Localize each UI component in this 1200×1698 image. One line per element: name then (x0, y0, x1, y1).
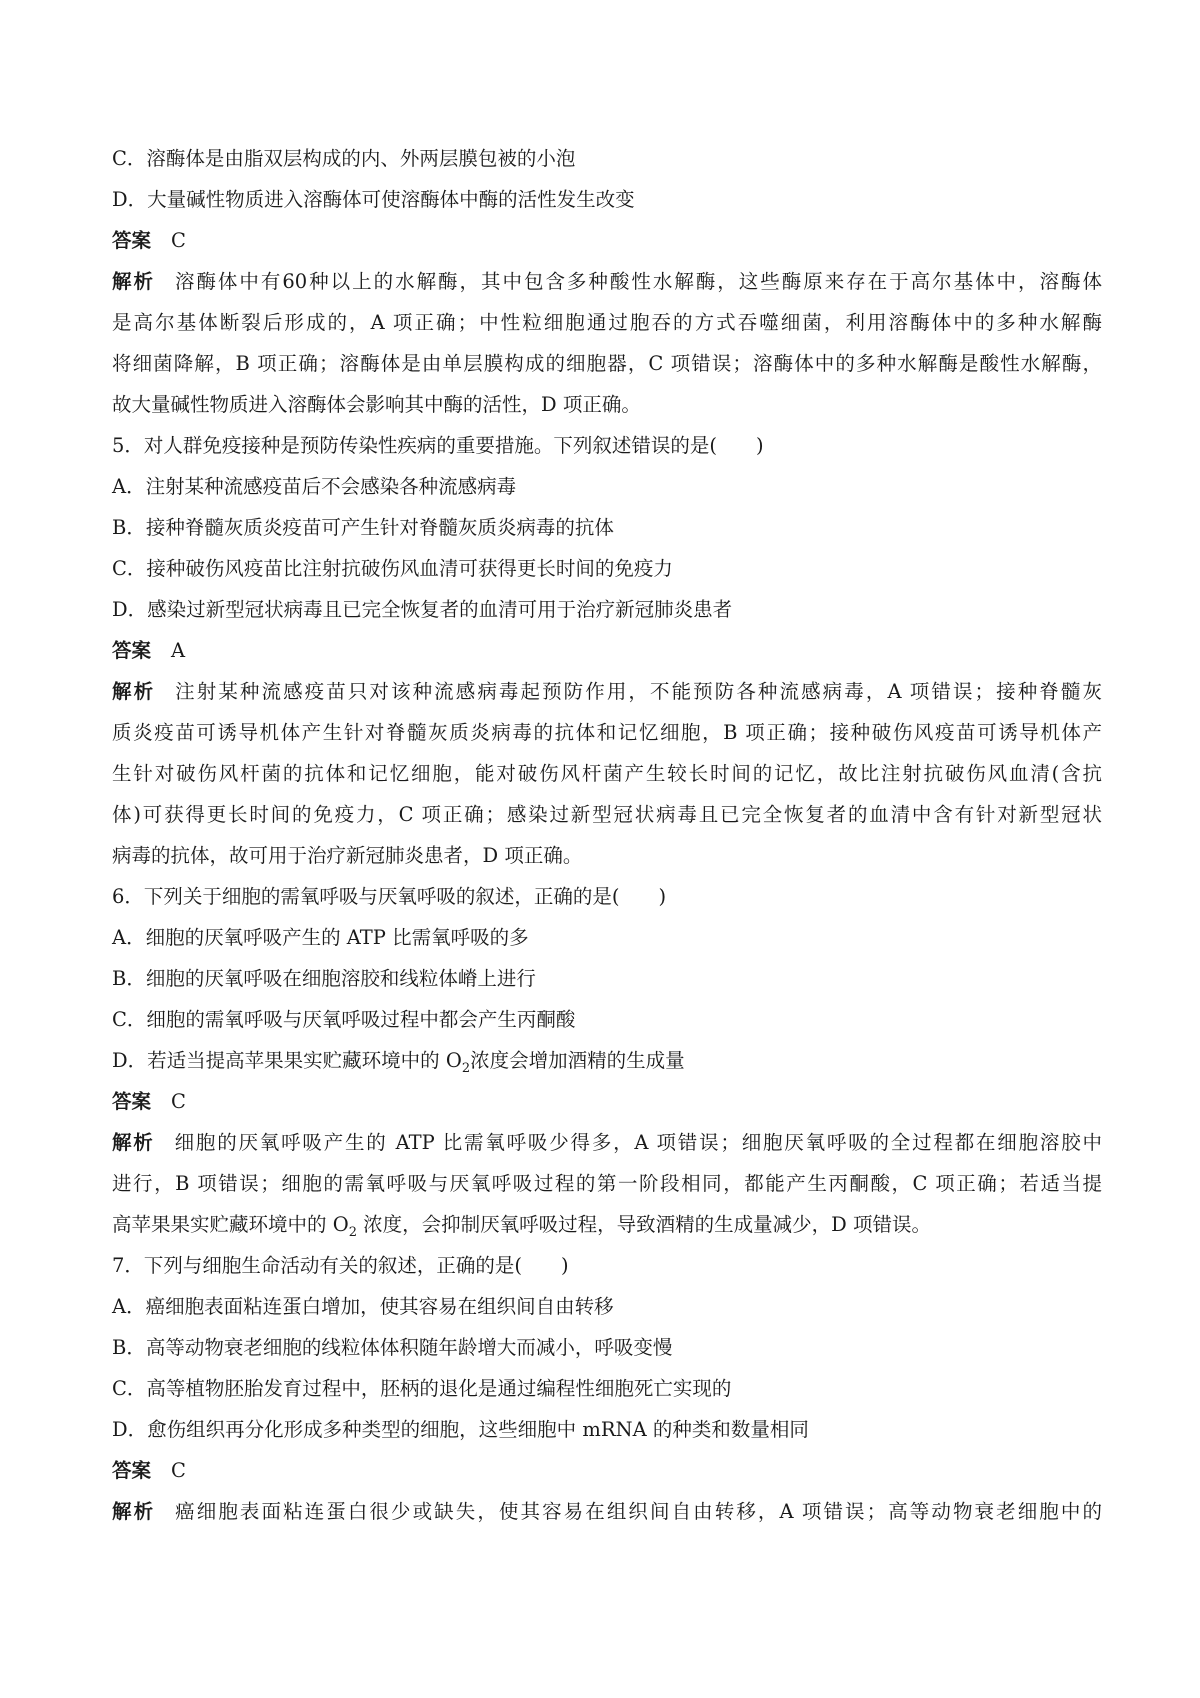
q5-option-a: A．注射某种流感疫苗后不会感染各种流感病毒 (112, 475, 517, 498)
q7-answer (112, 1450, 1102, 1491)
q6-answer (112, 1081, 1102, 1122)
answer-label: 答案 (112, 1459, 152, 1482)
q4-answer (112, 220, 1102, 261)
q5-option-c: C．接种破伤风疫苗比注射抗破伤风血清可获得更长时间的免疫力 (112, 557, 673, 580)
analysis-label: 解析 (112, 1500, 156, 1523)
q7-analysis-line-1: 解析 癌细胞表面粘连蛋白很少或缺失，使其容易在组织间自由转移，A 项错误；高等动物衰老细胞中的 (112, 1500, 1102, 1523)
q6-analysis-line-1: 解析 细胞的厌氧呼吸产生的 ATP 比需氧呼吸少得多，A 项错误；细胞厌氧呼吸的全过程都在细胞溶胶中 (112, 1131, 1102, 1154)
q6-analysis-line-3: 高苹果果实贮藏环境中的 $O_2$ 浓度，会抑制厌氧呼吸过程，导致酒精的生成量减少，D 项错误。 (112, 1213, 932, 1240)
q4-analysis-line-1: 解析 溶酶体中有60种以上的水解酶，其中包含多种酸性水解酶，这些酶原来存在于高尔基体中，溶酶体 (112, 270, 1102, 293)
q4-option-d: D．大量碱性物质进入溶酶体可使溶酶体中酶的活性发生改变 (112, 188, 635, 211)
q5-analysis-line-2: 质炎疫苗可诱导机体产生针对脊髓灰质炎病毒的抗体和记忆细胞，B 项正确；接种破伤风疫苗可诱导机体产 (112, 721, 1102, 744)
q5-stem: 5．对人群免疫接种是预防传染性疾病的重要措施。下列叙述错误的是( ) (112, 434, 764, 457)
answer-label: 答案 (112, 1090, 152, 1113)
q6-stem: 6．下列关于细胞的需氧呼吸与厌氧呼吸的叙述，正确的是( ) (112, 885, 667, 908)
document-page (112, 138, 1102, 1532)
q5-answer (112, 630, 1102, 671)
q7-stem: 7．下列与细胞生命活动有关的叙述，正确的是( ) (112, 1254, 569, 1277)
q7-option-d: D．愈伤组织再分化形成多种类型的细胞，这些细胞中 mRNA 的种类和数量相同 (112, 1418, 809, 1441)
answer-label: 答案 (112, 229, 152, 252)
q6-option-b: B．细胞的厌氧呼吸在细胞溶胶和线粒体嵴上进行 (112, 967, 536, 990)
q5-analysis-line-3: 生针对破伤风杆菌的抗体和记忆细胞，能对破伤风杆菌产生较长时间的记忆，故比注射抗破伤风血清(含抗 (112, 762, 1102, 785)
answer-value: A (171, 639, 186, 662)
answer-value: C (171, 1459, 186, 1482)
q4-analysis-line-4: 故大量碱性物质进入溶酶体会影响其中酶的活性，D 项正确。 (112, 393, 641, 416)
analysis-label: 解析 (112, 680, 156, 703)
q6-option-a: A．细胞的厌氧呼吸产生的 ATP 比需氧呼吸的多 (112, 926, 529, 949)
answer-value: C (171, 229, 186, 252)
q5-option-b: B．接种脊髓灰质炎疫苗可产生针对脊髓灰质炎病毒的抗体 (112, 516, 614, 539)
answer-value: C (171, 1090, 186, 1113)
analysis-label: 解析 (112, 270, 155, 293)
q6-analysis-line-2: 进行，B 项错误；细胞的需氧呼吸与厌氧呼吸过程的第一阶段相同，都能产生丙酮酸，C 项正确；若适当提 (112, 1172, 1102, 1195)
answer-label: 答案 (112, 639, 152, 662)
q5-analysis-line-5: 病毒的抗体，故可用于治疗新冠肺炎患者，D 项正确。 (112, 844, 583, 867)
q4-analysis-line-2: 是高尔基体断裂后形成的，A 项正确；中性粒细胞通过胞吞的方式吞噬细菌，利用溶酶体中的多种水解酶 (112, 311, 1102, 334)
q4-analysis-line-3: 将细菌降解，B 项正确；溶酶体是由单层膜构成的细胞器，C 项错误；溶酶体中的多种水解酶是酸性水解酶， (112, 352, 1102, 375)
analysis-label: 解析 (112, 1131, 155, 1154)
q7-option-c: C．高等植物胚胎发育过程中，胚柄的退化是通过编程性细胞死亡实现的 (112, 1377, 732, 1400)
q4-option-c: C．溶酶体是由脂双层构成的内、外两层膜包被的小泡 (112, 147, 576, 170)
q5-option-d: D．感染过新型冠状病毒且已完全恢复者的血清可用于治疗新冠肺炎患者 (112, 598, 733, 621)
q5-analysis-line-4: 体)可获得更长时间的免疫力，C 项正确；感染过新型冠状病毒且已完全恢复者的血清中含有针对新型冠状 (112, 803, 1102, 826)
q5-analysis-line-1: 解析 注射某种流感疫苗只对该种流感病毒起预防作用，不能预防各种流感病毒，A 项错误；接种脊髓灰 (112, 680, 1102, 703)
q7-option-a: A．癌细胞表面粘连蛋白增加，使其容易在组织间自由转移 (112, 1295, 614, 1318)
q6-option-d: D．若适当提高苹果果实贮藏环境中的 $O_2$浓度会增加酒精的生成量 (112, 1049, 685, 1076)
q6-option-c: C．细胞的需氧呼吸与厌氧呼吸过程中都会产生丙酮酸 (112, 1008, 576, 1031)
q7-option-b: B．高等动物衰老细胞的线粒体体积随年龄增大而减小，呼吸变慢 (112, 1336, 673, 1359)
